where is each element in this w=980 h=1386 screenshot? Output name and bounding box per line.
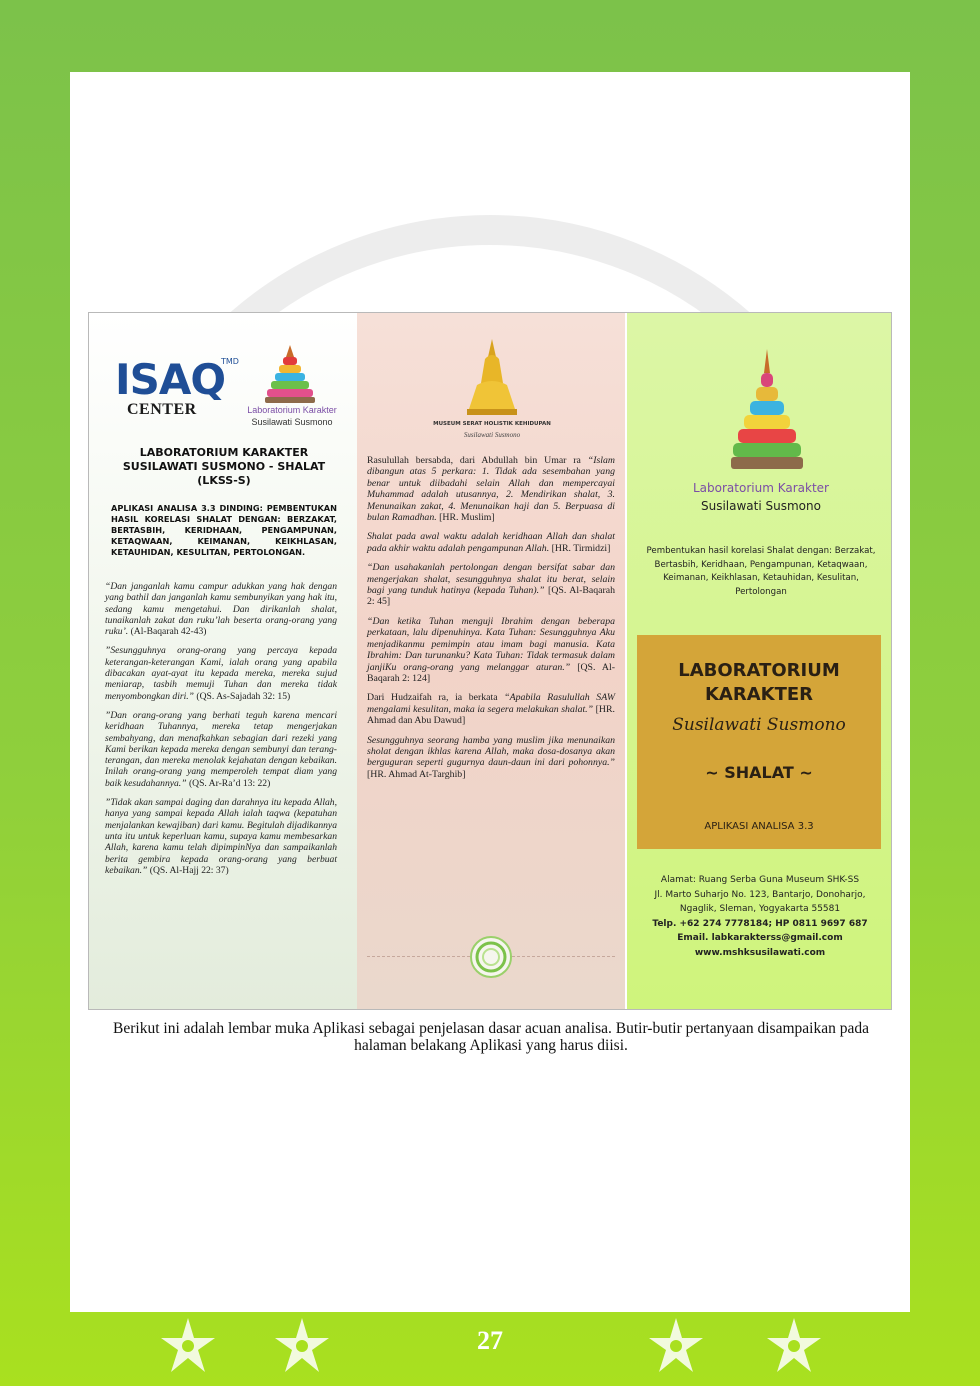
hadith-ref: [HR. Ahmad dan Abu Dawud]	[367, 703, 615, 727]
circle-ornament-icon	[467, 933, 515, 981]
stupa-logo-icon	[235, 343, 345, 405]
hadith-ref: [QS. Al-Baqarah 2: 124]	[367, 661, 615, 684]
hadith-paragraph	[367, 735, 615, 781]
box-person: Susilawati Susmono	[672, 715, 846, 735]
left-title-line: LABORATORIUM KARAKTER	[139, 446, 309, 459]
hadith-plain: Rasulullah bersabda, dari Abdullah bin Umar ra	[367, 455, 588, 466]
stupa-logo-large-icon	[727, 347, 807, 475]
box-topic: ~ SHALAT ~	[705, 763, 813, 782]
hadith-paragraph	[367, 616, 615, 684]
figure-caption: Berikut ini adalah lembar muka Aplikasi sebagai penjelasan dasar acuan analisa. Butir-butir pertanyaan disampaikan pada halaman belakang Aplikasi yang harus diisi.	[113, 1020, 869, 1054]
star-ornament-icon	[272, 1316, 332, 1376]
hadith-paragraph	[367, 531, 615, 554]
quote-text: ”Dan orang-orang yang berhati teguh karena mencari keridhaan Tuhannya, mereka tetap mengerjakan sembahyang, dan menafkahkan sebagian dari rezeki yang Kami berikan kepada mereka dengan sembunyi dan terang-terangan, dan mereka menolak kejahatan dengan kebaikan. Inilah orang-orang yang memperoleh tempat diam yang baik kesudahannya.”	[105, 709, 337, 789]
lab-karakter-label: Laboratorium Karakter	[247, 405, 337, 415]
left-title	[103, 446, 345, 488]
star-ornament-icon	[764, 1316, 824, 1376]
address-email: Email. labkarakterss@gmail.com	[677, 933, 843, 944]
hadith-italic: “Dan ketika Tuhan menguji Ibrahim dengan beberapa perkataan, lalu dipenuhinya. Kata Tuhan: Sesungguhnya Aku menjadikanmu pemimpin atau imam bagi manusia. Kata Ibrahim: Dan turunanku? Kata Tuhan: Tidak termasuk dalam janjiKu orang-orang yang melanggar aturan.”	[367, 615, 615, 673]
isaq-center-text: CENTER	[127, 401, 197, 418]
hadith-paragraph	[367, 455, 615, 523]
left-title-line: (LKSS-S)	[197, 474, 251, 487]
brochure-image	[88, 312, 892, 1010]
quote-paragraph	[105, 797, 337, 876]
middle-text	[367, 455, 615, 788]
hadith-italic: “Islam dibangun atas 5 perkara: 1. Tidak ada sesembahan yang benar untuk diibadahi selain Allah dan mempercayai Muhammad adalah utusannya, 2. Mendirikan shalat, 3. Menunaikan zakat, 4. Menunaikan haji dan 5. Berpuasa di bulan Ramadhan.	[367, 455, 615, 524]
museum-signature: Susilawati Susmono	[463, 431, 521, 439]
box-title-line: KARAKTER	[704, 684, 814, 705]
quote-paragraph	[105, 645, 337, 701]
golden-stupa-icon	[457, 337, 527, 421]
hadith-plain: Dari Hudzaifah ra, ia berkata	[367, 692, 505, 704]
quote-text: “Dan janganlah kamu campur adukkan yang hak dengan yang bathil dan janganlah kamu sembunyikan yang hak itu, sedang kamu mengetahui. Dan dirikanlah shalat, tunaikanlah zakat dan ruku’lah beserta orang-orang yang ruku’.	[105, 581, 337, 638]
hadith-italic: Shalat pada awal waktu adalah keridhaan Allah dan shalat pada akhir waktu adalah pengampunan Allah.	[367, 531, 615, 554]
quote-paragraph	[105, 581, 337, 637]
page-number: 27	[477, 1326, 503, 1355]
box-title	[637, 659, 881, 707]
hadith-paragraph	[367, 562, 615, 608]
hadith-ref: [HR. Muslim]	[436, 512, 495, 524]
lab-person-label: Susilawati Susmono	[251, 417, 333, 427]
hadith-ref: [QS. Al-Baqarah 2: 45]	[367, 585, 615, 608]
address-line: Jl. Marto Suharjo No. 123, Bantarjo, Donoharjo,	[654, 889, 866, 900]
quote-text: ”Sesungguhnya orang-orang yang percaya kepada keterangan-keterangan Kami, ialah orang yang apabila dibacakan ayat-ayat itu kepada mereka, mereka sujud meniarap, tasbih memuji Tuhan dan mereka tidak menyombongkan diri.”	[105, 645, 337, 702]
lab-person-label: Susilawati Susmono	[701, 499, 821, 513]
address-line: Alamat: Ruang Serba Guna Museum SHK-SS	[660, 875, 860, 885]
address-block	[637, 873, 883, 961]
box-title-line: LABORATORIUM	[678, 660, 840, 681]
museum-title: MUSEUM SERAT HOLISTIK KEHIDUPAN	[433, 421, 551, 427]
left-title-line: SUSILAWATI SUSMONO - SHALAT	[122, 460, 326, 473]
hadith-italic: “Dan usahakanlah pertolongan dengan bersifat sabar dan mengerjakan shalat, sesungguhnya shalat itu berat, selain bagi yang tunduk hatinya (kepada Tuhan).”	[367, 562, 615, 597]
hadith-italic: Sesungguhnya seorang hamba yang muslim jika menunaikan sholat dengan ikhlas karena Allah, maka dosa-dosanya akan berguguran seperti gugurnya daun-daun ini dari pohonnya.”	[367, 734, 615, 769]
left-subtitle: APLIKASI ANALISA 3.3 DINDING: PEMBENTUKAN HASIL KORELASI SHALAT DENGAN: BERZAKAT, BERTASBIH, KERIDHAAN, PENGAMPUNAN, KETAQWAAN, KEIMANAN, KEIKHLASAN, KETAUHIDAN, KESULITAN, PERTOLONGAN.	[111, 503, 337, 557]
brochure-right-panel	[625, 313, 892, 1009]
address-line: Ngaglik, Sleman, Yogyakarta 55581	[679, 904, 841, 915]
brochure-middle-panel	[357, 313, 625, 1009]
isaq-logo-text: ISAQ	[115, 355, 226, 404]
title-box	[637, 635, 881, 849]
box-application: APLIKASI ANALISA 3.3	[704, 821, 814, 832]
left-quotes	[105, 581, 337, 884]
quote-ref: (QS. As-Sajadah 32: 15)	[194, 690, 291, 702]
star-ornament-icon	[158, 1316, 218, 1376]
hadith-ref: [HR. Tirmidzi]	[549, 542, 611, 554]
trademark-mark: TMD	[221, 357, 239, 366]
brochure-left-panel	[89, 313, 357, 1009]
quote-ref: (QS. Al-Hajj 22: 37)	[147, 864, 229, 876]
quote-text: ”Tidak akan sampai daging dan darahnya itu kepada Allah, hanya yang sampai kepada Allah ialah taqwa (kepatuhan menjalankan kewajiban) dari kamu. Begitulah dijadikannya unta itu untuk keperluan kamu, supaya kamu membesarkan Allah, karena kamu telah dipimpinNya dan sampaikanlah berita gembira kepada orang-orang yang berbuat kebaikan.”	[105, 797, 337, 876]
hadith-paragraph	[367, 692, 615, 726]
quote-ref: (QS. Ar-Ra’d 13: 22)	[186, 777, 271, 789]
star-ornament-icon	[646, 1316, 706, 1376]
address-website: www.mshksusilawati.com	[694, 947, 826, 958]
quote-paragraph	[105, 710, 337, 789]
address-phone: Telp. +62 274 7778184; HP 0811 9697 687	[652, 918, 868, 929]
right-description: Pembentukan hasil korelasi Shalat dengan: Berzakat, Bertasbih, Keridhaan, Pengampunan, Ketaqwaan, Keimanan, Keikhlasan, Ketauhidan, Kesulitan, Pertolongan	[646, 546, 876, 597]
hadith-ref: [HR. Ahmad At-Targhib]	[367, 768, 466, 780]
quote-ref: (Al-Baqarah 42-43)	[128, 626, 207, 638]
lab-karakter-label: Laboratorium Karakter	[693, 481, 829, 495]
hadith-italic: “Apabila Rasulullah SAW mengalami kesulitan, maka ia segera melakukan shalat.”	[367, 692, 615, 715]
